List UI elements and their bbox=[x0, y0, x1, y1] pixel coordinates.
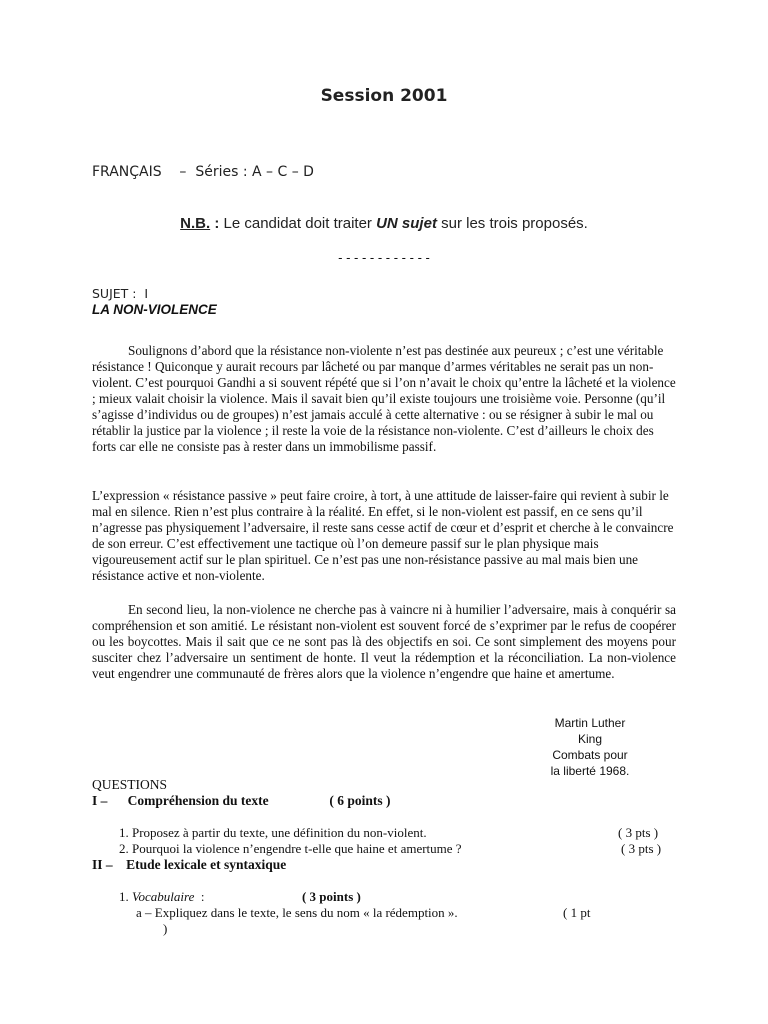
text-paragraph-3: En second lieu, la non-violence ne cherche pas à vaincre ni à humilier l’adversaire, mais à conquérir sa compréhension et son amitié. Le résistant non-violent est souvent forcé de s’exprimer par le refus de coopérer ou les boycottes. Mais il sait que ce ne sont pas là des objectifs en soi. Ce sont simplement des moyens pour susciter chez l’adversaire un sentiment de honte. Il veut la rédemption et la réconciliation. La non-violence veut engendrer une communauté de frères alors que la violence n’engendre que haine et amertume. bbox=[92, 602, 676, 681]
session-title: Session 2001 bbox=[320, 86, 448, 106]
nb-emphasis: UN sujet bbox=[376, 215, 437, 232]
sujet-label: SUJET : I bbox=[92, 286, 149, 301]
text-paragraph-2: L’expression « résistance passive » peut faire croire, à tort, à une attitude de laisser-faire qui revient à subir le mal en silence. Rien n’est plus contraire à la réalité. En effet, si le non-violent est passif, en ce sens qu’il n’agresse pas physiquement l’adversaire, il reste sans cesse actif de cœur et d’esprit et cherche à le convaincre de son erreur. C’est effectivement une tactique où l’on demeure passif sur le plan physique mais vigoureusement actif sur le plan spirituel. Ce n’est pas une non-résistance passive au mal mais bien une résistance active et non-violente. bbox=[92, 488, 674, 583]
text-paragraph-1: Soulignons d’abord que la résistance non-violente n’est pas destinée aux peureux ; c’est une véritable résistance ! Quiconque y aurait recours par lâcheté ou par manque d’armes véritables ne serait pas un non-violent. C’est pourquoi Gandhi a si souvent répété que si l’on n’avait le choix qu’entre la lâcheté et la violence ; mieux valait choisir la violence. Mais il savait bien qu’il existe toujours une troisième voie. Personne (qu’il s’agisse d’individus ou de groupes) n’est jamais acculé à cette alternative : ou se résigner à subir le mal ou rétablir la justice par la violence ; il reste la voie de la résistance non-violente. C’est d’ailleurs le choix des forts car elle ne consiste pas à rester dans un immobilisme passif. bbox=[92, 343, 676, 454]
vocabulary-number: 1. bbox=[119, 889, 132, 904]
author-citation bbox=[540, 715, 640, 779]
author-line-4: la liberté 1968. bbox=[550, 764, 630, 778]
sujet-title: LA NON-VIOLENCE bbox=[92, 302, 217, 317]
question-a-points: ( 1 pt bbox=[563, 905, 591, 920]
section-1-heading: I – Compréhension du texte ( 6 points ) bbox=[92, 793, 391, 808]
author-line-2: King bbox=[577, 732, 603, 746]
question-a-points-close: ) bbox=[163, 921, 168, 936]
nb-colon: : bbox=[210, 215, 220, 232]
questions-heading: QUESTIONS bbox=[92, 777, 168, 792]
author-line-1: Martin Luther bbox=[554, 716, 626, 730]
separator-dashes: - - - - - - - - - - - - bbox=[338, 250, 430, 265]
question-1-points: ( 3 pts ) bbox=[618, 825, 659, 840]
vocabulary-points: ( 3 points ) bbox=[301, 889, 361, 904]
nb-label: N.B. bbox=[180, 215, 211, 232]
nb-instruction bbox=[0, 215, 768, 232]
section-2-heading: II – Etude lexicale et syntaxique bbox=[92, 857, 287, 872]
author-line-3: Combats pour bbox=[552, 748, 628, 762]
subject-series-line: FRANÇAIS – Séries : A – C – D bbox=[92, 164, 314, 180]
vocabulary-separator: : bbox=[194, 889, 302, 904]
vocabulary-label: Vocabulaire bbox=[132, 889, 195, 904]
question-a: a – Expliquez dans le texte, le sens du nom « la rédemption ». bbox=[136, 905, 458, 920]
question-1: 1. Proposez à partir du texte, une définition du non-violent. bbox=[119, 825, 427, 840]
question-2: 2. Pourquoi la violence n’engendre t-elle que haine et amertume ? bbox=[119, 841, 462, 856]
nb-text-after: sur les trois proposés. bbox=[436, 215, 588, 232]
question-2-points: ( 3 pts ) bbox=[621, 841, 662, 856]
vocabulary-heading bbox=[119, 889, 361, 905]
nb-text-before: Le candidat doit traiter bbox=[219, 215, 377, 232]
